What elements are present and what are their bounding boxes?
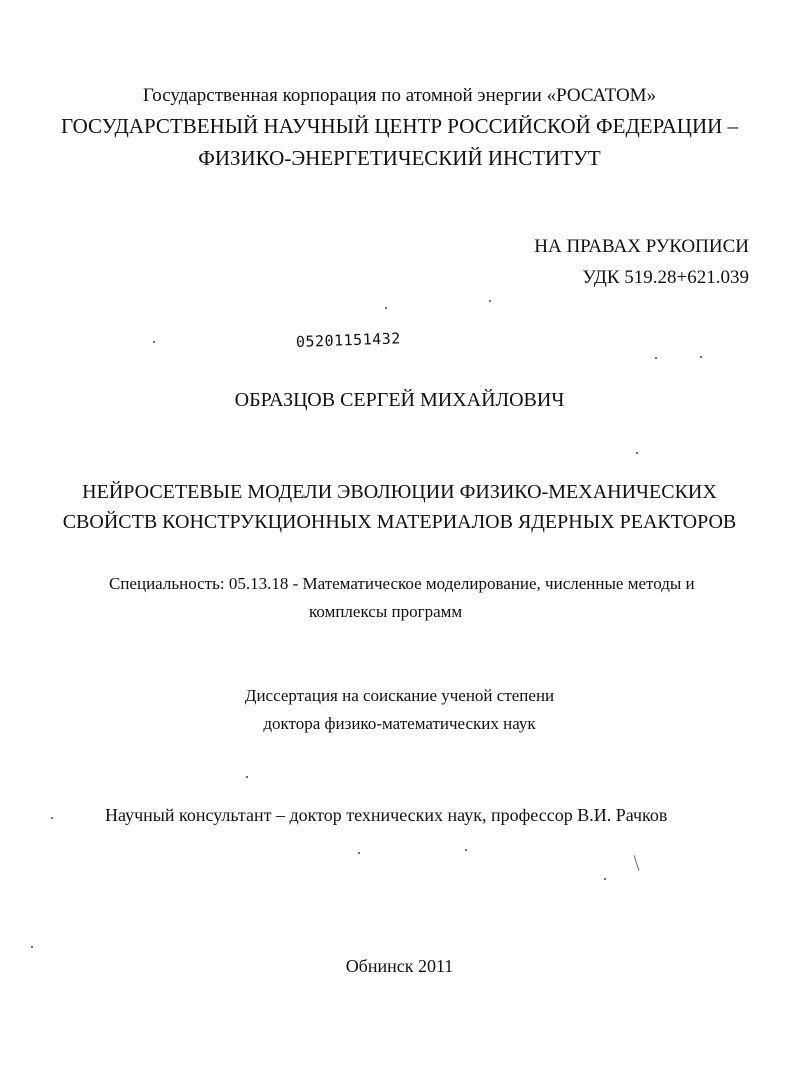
city-and-year: Обнинск 2011 xyxy=(345,956,454,976)
degree-line-2: доктора физико-математических наук xyxy=(263,714,536,733)
organization-line: Государственная корпорация по атомной энергии «РОСАТОМ» xyxy=(142,85,657,106)
manuscript-rights: НА ПРАВАХ РУКОПИСИ xyxy=(534,236,749,257)
degree-line-1: Диссертация на соискание ученой степени xyxy=(244,686,555,705)
scan-speck xyxy=(51,817,53,819)
library-stamp-number: 05201151432 xyxy=(295,329,402,351)
scan-speck xyxy=(700,356,702,358)
thesis-title-line-2: СВОЙСТВ КОНСТРУКЦИОННЫХ МАТЕРИАЛОВ ЯДЕРНЫХ РЕАКТОРОВ xyxy=(62,511,737,533)
scan-speck xyxy=(246,776,248,778)
research-center-line-1: ГОСУДАРСТВЕНЫЙ НАУЧНЫЙ ЦЕНТР РОССИЙСКОЙ ФЕДЕРАЦИИ – xyxy=(60,114,739,138)
scan-speck xyxy=(636,452,638,454)
scan-speck xyxy=(655,357,657,359)
scan-speck xyxy=(31,946,33,948)
scan-speck xyxy=(465,849,467,851)
scan-speck xyxy=(385,307,387,309)
udk-code: УДК 519.28+621.039 xyxy=(582,267,749,288)
author-name: ОБРАЗЦОВ СЕРГЕЙ МИХАЙЛОВИЧ xyxy=(234,389,565,411)
scan-speck xyxy=(153,341,155,343)
scan-speck xyxy=(604,878,606,880)
scan-mark xyxy=(634,855,640,871)
scientific-advisor: Научный консультант – доктор технических наук, профессор В.И. Рачков xyxy=(105,805,668,825)
thesis-title-line-1: НЕЙРОСЕТЕВЫЕ МОДЕЛИ ЭВОЛЮЦИИ ФИЗИКО-МЕХАНИЧЕСКИХ xyxy=(82,481,717,503)
research-center-line-2: ФИЗИКО-ЭНЕРГЕТИЧЕСКИЙ ИНСТИТУТ xyxy=(198,146,601,170)
specialty-line-1: Специальность: 05.13.18 - Математическое моделирование, численные методы и xyxy=(109,574,695,593)
scan-speck xyxy=(358,852,360,854)
specialty-line-2: комплексы программ xyxy=(309,602,463,621)
scan-speck xyxy=(489,300,491,302)
